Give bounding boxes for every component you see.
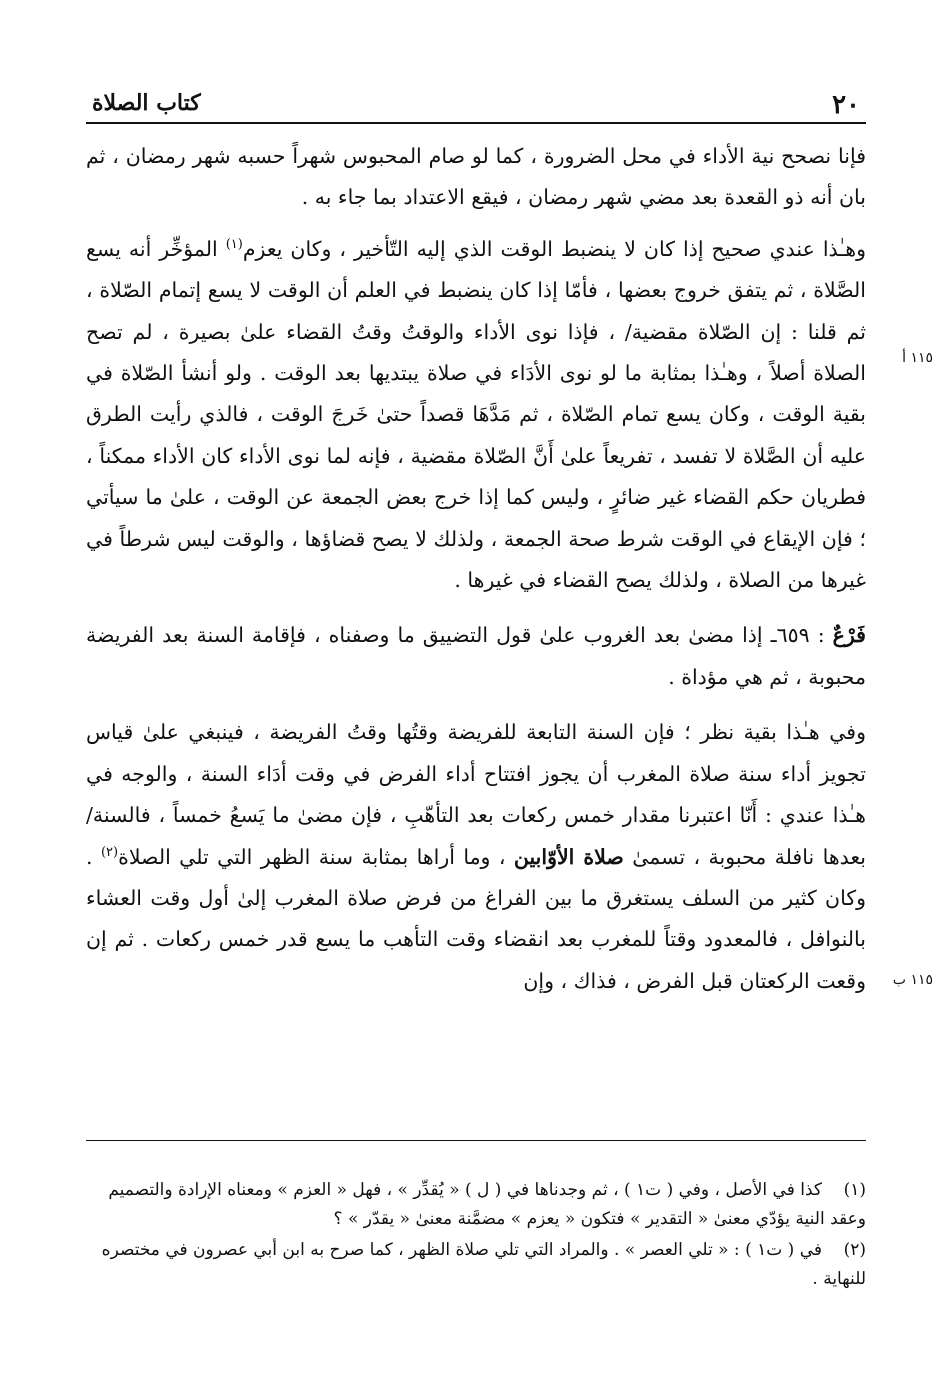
manuscript-folio-note: ١١٥ أ <box>902 350 933 366</box>
far3-heading: فَرْعٌ <box>832 623 866 648</box>
footnote-ref: (١) <box>225 236 243 252</box>
paragraph-text: وهـٰذا عندي صحيح إذا كان لا ينضبط الوقت الذي إليه التّأخير ، وكان يعزم <box>242 236 866 261</box>
footnote <box>86 1236 866 1293</box>
footnote-separator <box>86 1140 866 1141</box>
running-header <box>86 88 866 124</box>
paragraph-text: وفي هـٰذا بقية نظر ؛ فإن السنة التابعة للفريضة وقتُها وقتُ الفريضة ، فينبغي علىٰ قياس تجويز أداء سنة صلاة المغرب أن يجوز افتتاح أداء الفرض في وقت أدَاء السنة ، والوجه في هـٰذا عندي : أَنّا اعتبرنا مقدار خمس ركعات بعد التأهّبِ ، فإن مضىٰ ما يَسعُ خمساً ، فالسنة/ بعدها نافلة محبوبة ، تسمىٰ <box>86 720 866 869</box>
footnotes <box>86 1176 866 1296</box>
footnote-ref: (٢) <box>100 844 119 860</box>
paragraph <box>86 615 866 698</box>
footnote-number: (١) <box>843 1180 866 1200</box>
paragraph: فإنا نصحح نية الأداء في محل الضرورة ، كما لو صام المحبوس شهراً حسبه شهر رمضان ، ثم بان أنه ذو القعدة بعد مضي شهر رمضان ، فيقع الاعتداد بما جاء به . <box>86 144 866 210</box>
paragraph-text: . وكان كثير من السلف يستغرق ما بين الفراغ من فرض صلاة المغرب إلىٰ أول وقت العشاء بالنوافل ، فالمعدود وقتاً للمغرب بعد انقضاء وقت التأهب ما يسع قدر خمس ركعات . ثم إن وقعت الركعتان قبل الفرض ، فذاك ، وإن <box>86 844 866 993</box>
main-text <box>86 136 866 1002</box>
manuscript-folio-note: ١١٥ ب <box>892 972 933 988</box>
page-number: ٢٠ <box>832 90 860 120</box>
paragraph-text: المؤخِّر أنه يسع الصَّلاة ، ثم يتفق خروج بعضها ، فأمّا إذا كان ينضبط في العلم أن الوقت لا يسع إتمام الصّلاة ، ثم قلنا : إن الصّلاة مقضية/ ، فإذا نوى الأداء والوقتُ وقتُ القضاء علىٰ بصيرة ، لم تصح الصلاة أصلاً ، وهـٰذا بمثابة ما لو نوى الأدَاء في صلاة يبتديها بعد الوقت . ولو أنشأ الصّلاة في بقية الوقت ، وكان يسع تمام الصّلاة ، ثم مَدَّهَا قصداً حتىٰ خَرجَ الوقت ، فالذي رأيت الطرق عليه أن الصَّلاة لا تفسد ، تفريعاً علىٰ أَنَّ الصّلاة مقضية ، فإنه لما نوى الأداء كان الأداء ممكناً ، فطريان حكم القضاء غير ضائرٍ ، وليس كما إذا خرج بعض الجمعة عن الوقت ، علىٰ ما سيأتي ؛ فإن الإيقاع في الوقت شرط صحة الجمعة ، ولذلك لا يصح قضاؤها ، والوقت ليس شرطاً في غيرها من الصلاة ، ولذلك يصح القضاء في غيرها . <box>86 236 866 593</box>
bold-term: صلاة الأوّابين <box>513 844 624 869</box>
paragraph-text: : ٦٥٩ـ إذا مضىٰ بعد الغروب علىٰ قول التضييق ما وصفناه ، فإقامة السنة بعد الفريضة محبوبة ، ثم هي مؤداة . <box>86 623 866 689</box>
book-title: كتاب الصلاة <box>92 90 201 116</box>
paragraph <box>86 229 866 602</box>
footnote-text: في ( ت١ ) : « تلي العصر » . والمراد التي تلي صلاة الظهر ، كما صرح به ابن أبي عصرون في مختصره للنهاية . <box>101 1240 866 1289</box>
paragraph <box>86 712 866 1002</box>
footnote <box>86 1176 866 1233</box>
paragraph-text: ، وما أراها بمثابة سنة الظهر التي تلي الصلاة <box>118 844 514 869</box>
footnote-text: كذا في الأصل ، وفي ( ت١ ) ، ثم وجدناها في ( ل ) « يُقدِّر » ، فهل « العزم » ومعناه الإرادة والتصميم وعقد النية يؤدّي معنىٰ « التقدير » فتكون « يعزم » مضمَّنة معنىٰ « يقدّر » ؟ <box>108 1180 866 1229</box>
footnote-number: (٢) <box>843 1240 866 1260</box>
